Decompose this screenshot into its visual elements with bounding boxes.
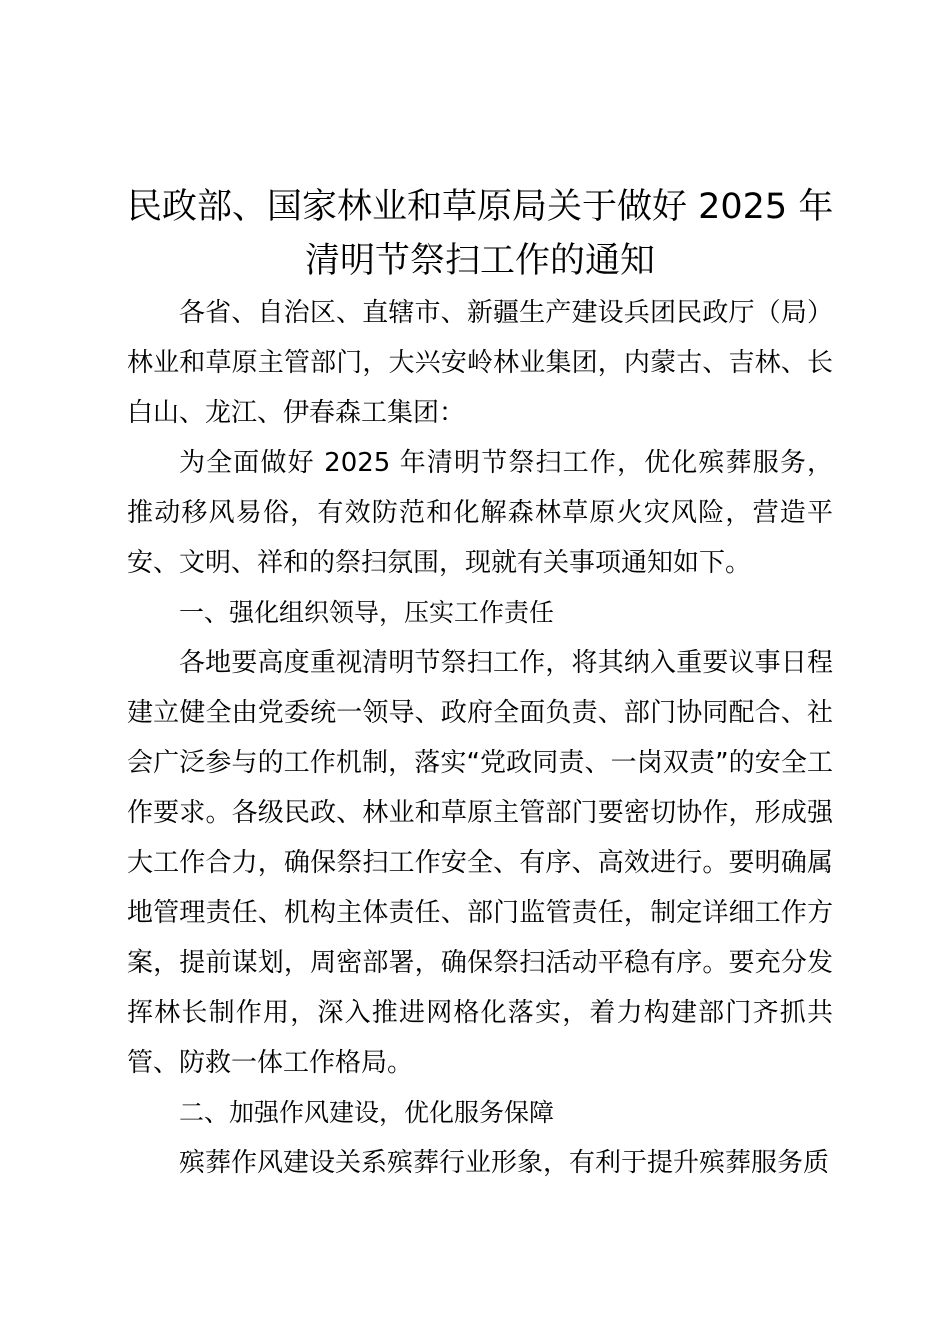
intro-paragraph: 为全面做好 2025 年清明节祭扫工作，优化殡葬服务，推动移风易俗，有效防范和化解森林草原火灾风险，营造平安、文明、祥和的祭扫氛围，现就有关事项通知如下。 <box>127 448 833 578</box>
document-page <box>127 180 833 1188</box>
title-line-1: 民政部、国家林业和草原局关于做好 2025 年 <box>127 187 834 227</box>
section-2-heading: 二、加强作风建设，优化服务保障 <box>179 1098 555 1127</box>
document-title <box>127 180 833 288</box>
section-1-heading: 一、强化组织领导，压实工作责任 <box>179 598 555 627</box>
title-line-2: 清明节祭扫工作的通知 <box>304 241 655 281</box>
addressee-paragraph: 各省、自治区、直辖市、新疆生产建设兵团民政厅（局）林业和草原主管部门，大兴安岭林业集团，内蒙古、吉林、长白山、龙江、伊春森工集团： <box>127 298 833 428</box>
section-1-body: 各地要高度重视清明节祭扫工作，将其纳入重要议事日程建立健全由党委统一领导、政府全面负责、部门协同配合、社会广泛参与的工作机制，落实“党政同责、一岗双责”的安全工作要求。各级民政、林业和草原主管部门要密切协作，形成强大工作合力，确保祭扫工作安全、有序、高效进行。要明确属地管理责任、机构主体责任、部门监管责任，制定详细工作方案，提前谋划，周密部署，确保祭扫活动平稳有序。要充分发挥林长制作用，深入推进网格化落实，着力构建部门齐抓共管、防救一体工作格局。 <box>127 648 833 1078</box>
section-2-body: 殡葬作风建设关系殡葬行业形象，有利于提升殡葬服务质 <box>179 1148 830 1178</box>
